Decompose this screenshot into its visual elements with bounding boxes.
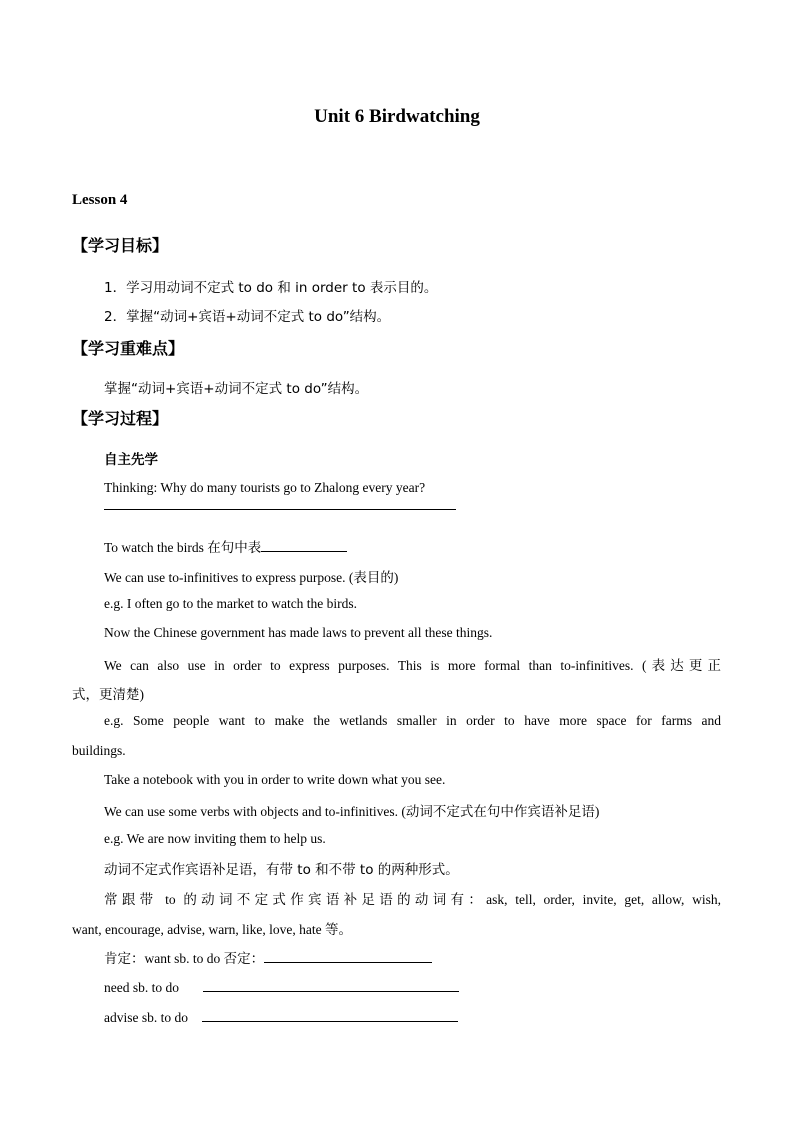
doc-title: Unit 6 Birdwatching	[314, 106, 480, 127]
need-line	[104, 977, 459, 996]
advise-line	[104, 1007, 458, 1026]
advise-blank	[202, 1007, 458, 1022]
forms-note: 动词不定式作宾语补足语，有带 to 和不带 to 的两种形式。	[104, 862, 459, 878]
affirm-negate-line	[104, 947, 432, 967]
section-heading-goals: 【学习目标】	[72, 236, 169, 255]
in-order-rule-line1: We can also use in order to express purposes. This is more formal than to-infinitives. (表达更正	[104, 658, 721, 673]
example-2-line1: e.g. Some people want to make the wetlands smaller in order to have more space for farms and	[104, 713, 721, 728]
section-heading-key-points: 【学习重难点】	[72, 339, 185, 358]
need-label: need sb. to do	[104, 980, 179, 995]
to-watch-text: To watch the birds 在句中表	[104, 540, 262, 555]
verbs-list-line2: want, encourage, advise, warn, like, love, hate 等。	[72, 922, 353, 937]
example-1: e.g. I often go to the market to watch the birds.	[104, 596, 358, 611]
now-chinese-line: Now the Chinese government has made laws to prevent all these things.	[104, 625, 493, 640]
advise-label: advise sb. to do	[104, 1010, 188, 1025]
verbs-list-line1: 常跟带 to 的动词不定式作宾语补足语的动词有：ask, tell, order, invite, get, allow, wish,	[104, 892, 721, 907]
section-heading-process: 【学习过程】	[72, 409, 169, 428]
fill-blank	[261, 537, 347, 552]
answer-blank-line	[104, 509, 456, 510]
goal-item-1: 1．学习用动词不定式 to do 和 in order to 表示目的。	[104, 280, 438, 296]
self-study-label: 自主先学	[104, 452, 158, 468]
example-3: e.g. We are now inviting them to help us.	[104, 831, 326, 846]
affirm-label: 肯定：want sb. to do 否定：	[104, 951, 265, 966]
in-order-rule-line2: 式，更清楚)	[72, 687, 144, 702]
thinking-question: Thinking: Why do many tourists go to Zhalong every year?	[104, 480, 426, 495]
need-blank	[203, 977, 459, 992]
to-infinitive-rule: We can use to-infinitives to express purpose. (表目的)	[104, 570, 399, 585]
verbs-objects-rule: We can use some verbs with objects and to-infinitives. (动词不定式在句中作宾语补足语)	[104, 804, 600, 819]
negate-blank	[264, 948, 432, 963]
goal-item-2: 2．掌握“动词+宾语+动词不定式 to do”结构。	[104, 309, 391, 325]
lesson-label: Lesson 4	[72, 192, 128, 208]
key-point-text: 掌握“动词+宾语+动词不定式 to do”结构。	[104, 381, 369, 397]
example-2-line2: buildings.	[72, 743, 126, 758]
take-notebook-line: Take a notebook with you in order to write down what you see.	[104, 772, 446, 787]
to-watch-line	[104, 536, 347, 556]
